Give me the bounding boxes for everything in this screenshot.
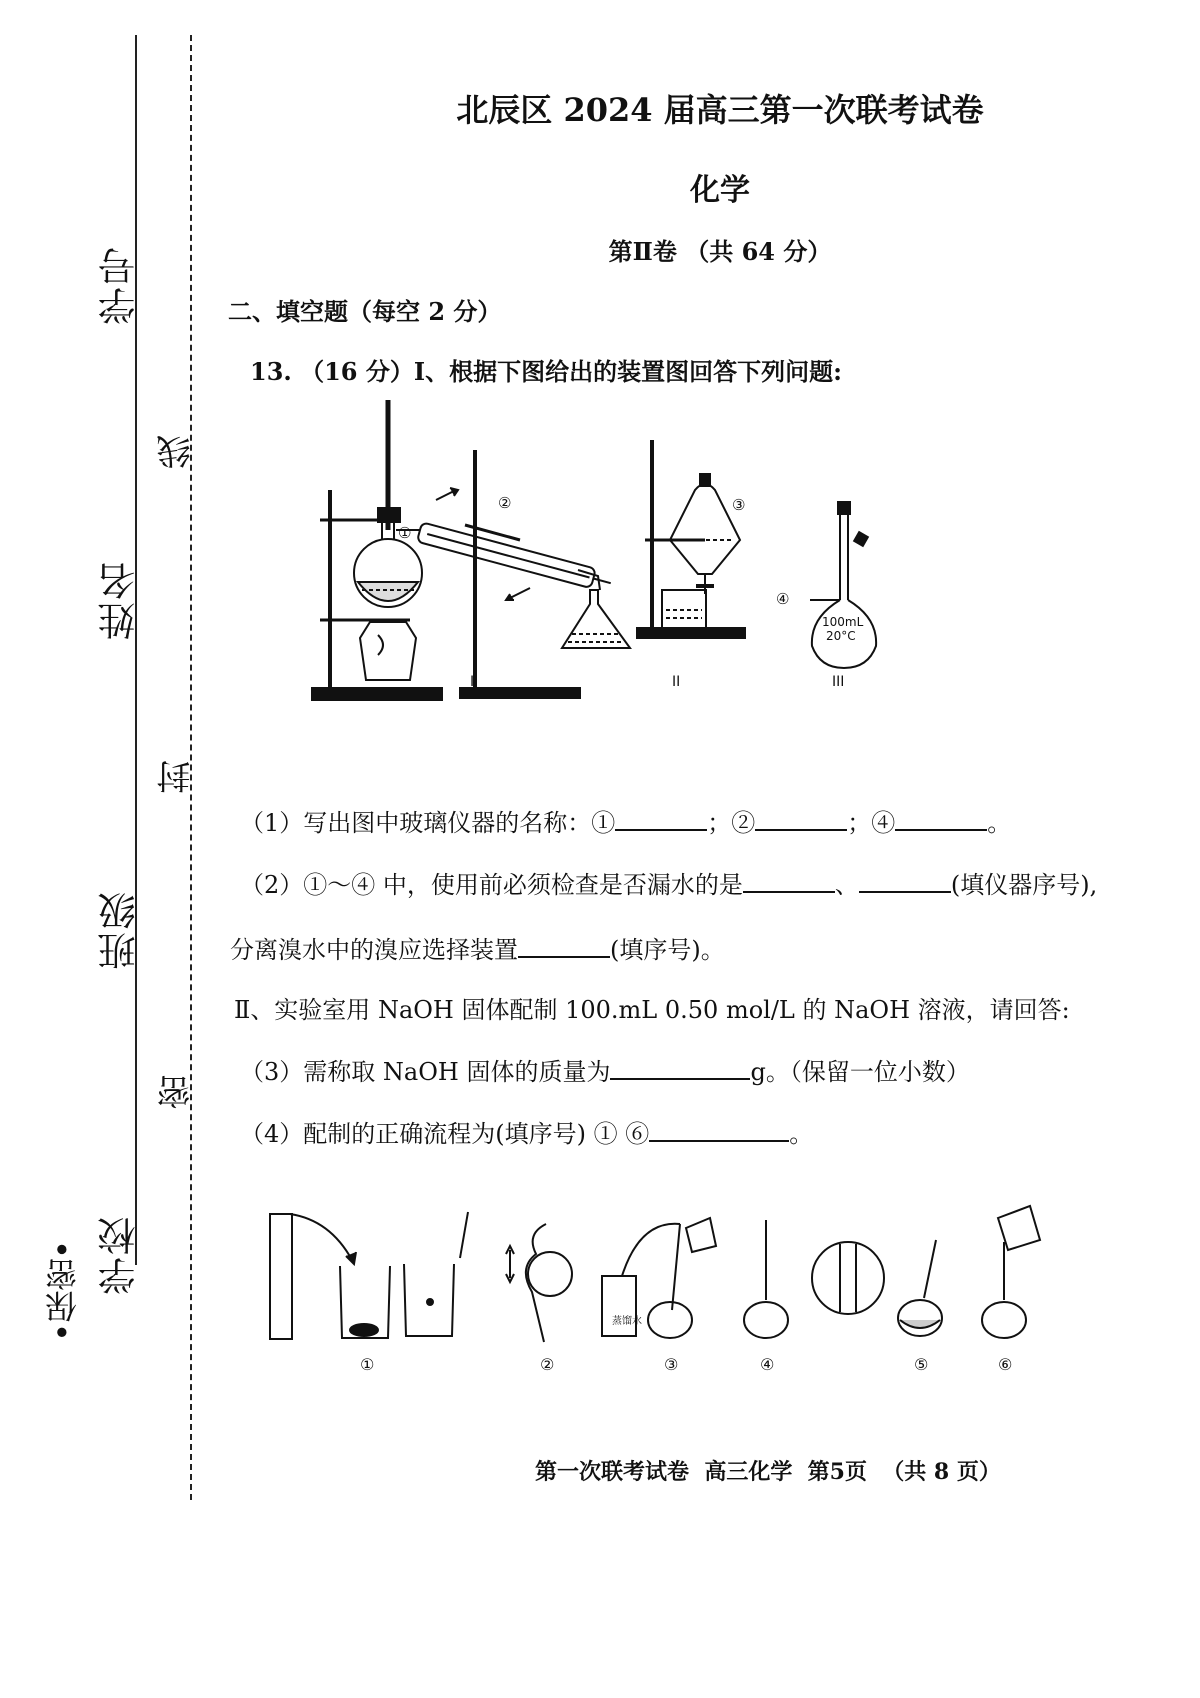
- question-1: （1）写出图中玻璃仪器的名称：① ；② ；④ 。: [240, 809, 1012, 837]
- binding-rule: [135, 35, 137, 1265]
- answer-blank-q2b[interactable]: [518, 934, 610, 958]
- subject-title: 化学: [690, 173, 750, 208]
- answer-blank-q1-1[interactable]: [615, 807, 707, 831]
- answer-blank-q1-2[interactable]: [755, 807, 847, 831]
- field-student-id: 学号: [98, 245, 142, 325]
- part-2-intro: Ⅱ、实验室用 NaOH 固体配制 100.mL 0.50 mol/L 的 NaOH 溶液，请回答:: [234, 996, 1070, 1024]
- step-label-4: ④: [760, 1355, 775, 1374]
- field-school: 学校: [98, 1215, 142, 1295]
- procedure-steps-diagram: [260, 1200, 1120, 1375]
- exam-title: 北辰区 2024 届高三第一次联考试卷: [456, 91, 984, 129]
- field-class: 班级: [98, 890, 142, 970]
- separatory-setup: [637, 440, 745, 638]
- question-2: （2）①～④ 中，使用前必须检查是否漏水的是 、 (填仪器序号),: [240, 871, 1098, 899]
- label-III: III: [832, 674, 845, 690]
- distilled-water-label: 蒸馏水: [612, 1316, 642, 1327]
- step-label-2: ②: [540, 1355, 555, 1374]
- flask-temperature: 20°C: [826, 629, 856, 643]
- seal-mark-line: 线: [157, 435, 197, 469]
- marker-3: ③: [732, 496, 746, 514]
- step-label-3: ③: [664, 1355, 679, 1374]
- answer-blank-q3[interactable]: [610, 1056, 750, 1080]
- volume-title: 第Ⅱ卷 （共 64 分）: [608, 237, 832, 266]
- question-4: （4）配制的正确流程为(填序号) ① ⑥ 。: [240, 1120, 814, 1148]
- distillation-setup: [312, 400, 630, 700]
- marker-4: ④: [776, 590, 790, 608]
- step-5-invert: [898, 1240, 942, 1336]
- step-2-mix: [506, 1224, 572, 1342]
- step-1-dissolve: [270, 1212, 468, 1339]
- label-II: II: [672, 674, 681, 690]
- answer-blank-q2-1[interactable]: [743, 869, 835, 893]
- seal-mark-secret: 密: [157, 1075, 197, 1109]
- step-label-5: ⑤: [914, 1355, 929, 1374]
- flask-volume: 100mL: [822, 615, 864, 629]
- field-name: 姓名: [98, 560, 142, 640]
- answer-blank-q1-3[interactable]: [895, 807, 987, 831]
- answer-blank-q2-2[interactable]: [859, 869, 951, 893]
- label-I: I: [470, 674, 475, 690]
- seal-mark-seal: 封: [157, 760, 197, 794]
- step-label-1: ①: [360, 1355, 375, 1374]
- step-label-6: ⑥: [998, 1355, 1013, 1374]
- page-footer: 第一次联考试卷 高三化学 第5页 （共 8 页）: [535, 1459, 1001, 1485]
- section-heading: 二、填空题（每空 2 分）: [228, 297, 502, 326]
- answer-blank-q4[interactable]: [649, 1118, 789, 1142]
- marker-1: ①: [398, 524, 412, 542]
- step-6-transfer: [982, 1206, 1040, 1338]
- question-3: （3）需称取 NaOH 固体的质量为 g。（保留一位小数）: [240, 1058, 970, 1086]
- step-4-fill: [744, 1220, 884, 1338]
- question-2-part-b: 分离溴水中的溴应选择装置 (填序号)。: [230, 936, 725, 964]
- marker-2: ②: [498, 494, 512, 512]
- volumetric-flask: [810, 502, 876, 668]
- confidential-mark: •保密•: [44, 1240, 82, 1342]
- apparatus-diagram: [300, 390, 1000, 750]
- question-13-intro: 13. （16 分）Ⅰ、根据下图给出的装置图回答下列问题:: [250, 357, 842, 386]
